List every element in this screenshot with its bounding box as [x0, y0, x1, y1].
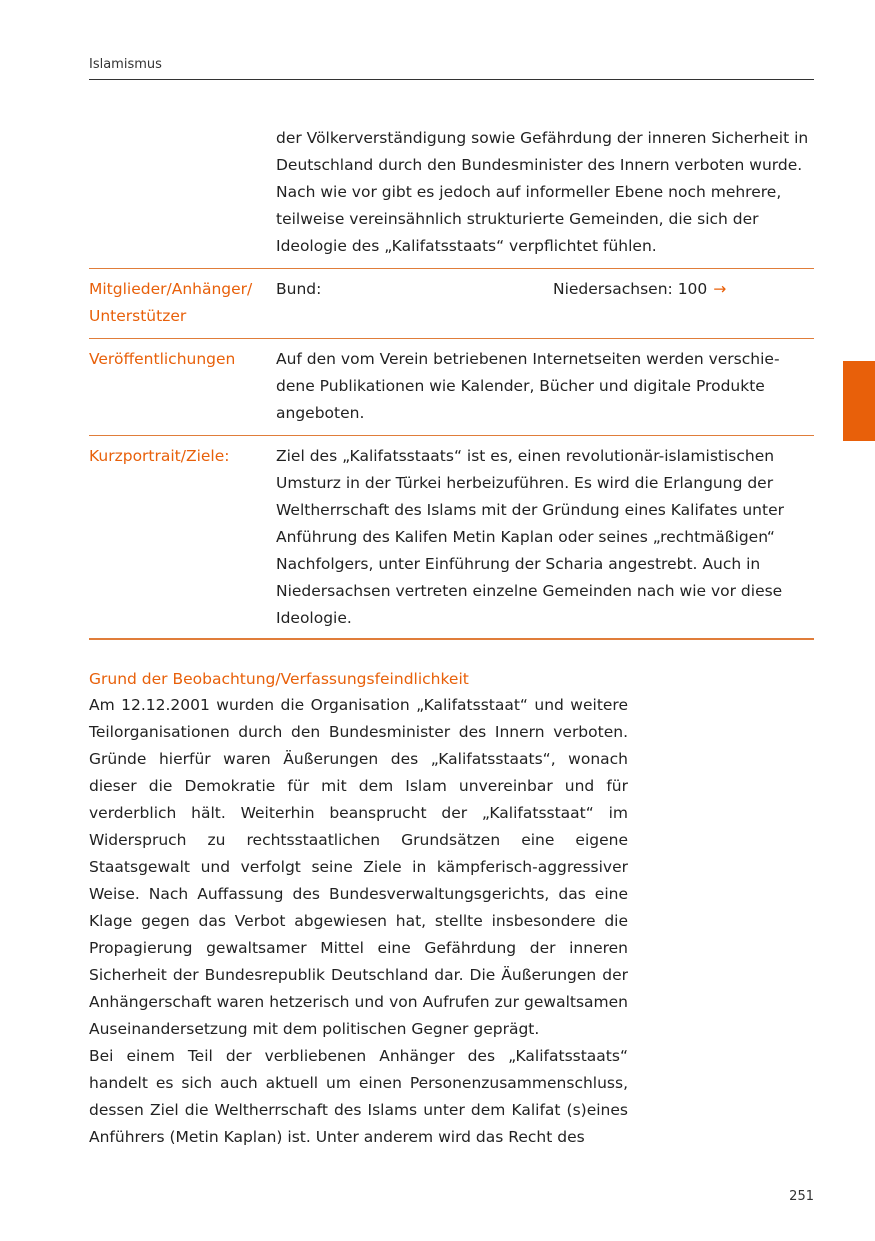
table-row-publications: [89, 339, 814, 436]
row-label-publications: Veröffentlichungen: [89, 350, 236, 368]
row-label-members: [89, 276, 276, 330]
row-label-empty: [89, 125, 276, 260]
arrow-right-icon: →: [713, 280, 727, 298]
header-rule: [89, 79, 814, 80]
running-head: Islamismus: [89, 57, 162, 72]
text-line: Niedersachsen vertreten einzelne Gemeinden nach wie vor diese: [276, 582, 783, 600]
text-line: dene Publikationen wie Kalender, Bücher und digitale Produkte: [276, 377, 765, 395]
section-paragraph: Am 12.12.2001 wurden die Organisation „Kalifatsstaat“ und weitere Teilorganisationen durch den Bundesminister des Innern verboten. Gründe hierfür waren Äußerungen des „Kalifatsstaats“, wonach dieser die Demokratie für mit dem Islam unvereinbar und für verderblich hält. Weiterhin beansprucht der „Kalifatsstaat“ im Widerspruch zu rechtsstaatlichen Grundsätzen eine eigene Staatsgewalt und verfolgt seine Ziele in kämpferisch-aggressiver Weise. Nach Auffassung des Bundesverwaltungsgerichts, das eine Klage gegen das Verbot abgewiesen hat, stellte insbesondere die Propagierung gewaltsamer Mittel eine Gefährdung der inneren Sicherheit der Bundesrepublik Deutschland dar. Die Äußerungen der Anhängerschaft waren hetzerisch und von Aufrufen zur gewaltsamen Auseinandersetzung mit dem politischen Gegner geprägt.: [89, 696, 628, 1038]
members-niedersachsen-count: Niedersachsen: 100: [553, 280, 708, 298]
continuation-text: [276, 125, 814, 260]
info-table: [89, 125, 814, 640]
text-line: Weltherrschaft des Islams mit der Gründung eines Kalifates unter: [276, 501, 784, 519]
text-line: Deutschland durch den Bundesminister des Innern verboten wurde.: [276, 156, 803, 174]
chapter-side-tab: [843, 361, 875, 441]
publications-text: [276, 346, 814, 427]
members-bund: Bund:: [276, 280, 322, 298]
text-line: Nachfolgers, unter Einführung der Scharia angestrebt. Auch in: [276, 555, 761, 573]
section-heading: Grund der Beobachtung/Verfassungsfeindlichkeit: [89, 670, 469, 688]
row-label-portrait: Kurzportrait/Ziele:: [89, 447, 230, 465]
text-line: Anführung des Kalifen Metin Kaplan oder seines „rechtmäßigen“: [276, 528, 775, 546]
text-line: der Völkerverständigung sowie Gefährdung der inneren Sicherheit in: [276, 129, 809, 147]
observation-section: [89, 666, 628, 1151]
text-line: Nach wie vor gibt es jedoch auf informeller Ebene noch mehrere,: [276, 183, 782, 201]
page-number: 251: [789, 1189, 814, 1204]
text-line: angeboten.: [276, 404, 365, 422]
table-row-members: [89, 269, 814, 339]
table-row-portrait: [89, 436, 814, 640]
text-line: Auf den vom Verein betriebenen Internetseiten werden verschie-: [276, 350, 780, 368]
text-line: Ideologie des „Kalifatsstaats“ verpflichtet fühlen.: [276, 237, 657, 255]
label-line: Unterstützer: [89, 307, 187, 325]
members-content: [276, 276, 814, 330]
members-niedersachsen: [553, 276, 726, 330]
section-paragraph: Bei einem Teil der verbliebenen Anhänger des „Kalifatsstaats“ handelt es sich auch aktuell um einen Personenzusammenschluss, dessen Ziel die Weltherrschaft des Islams unter dem Kalifat (s)eines Anführers (Metin Kaplan) ist. Unter anderem wird das Recht des: [89, 1047, 628, 1146]
text-line: teilweise vereinsähnlich strukturierte Gemeinden, die sich der: [276, 210, 759, 228]
text-line: Ideologie.: [276, 609, 352, 627]
portrait-text: [276, 443, 814, 632]
table-row-continuation: [89, 125, 814, 269]
label-line: Mitglieder/Anhänger/: [89, 280, 253, 298]
text-line: Ziel des „Kalifatsstaats“ ist es, einen revolutionär-islamistischen: [276, 447, 775, 465]
text-line: Umsturz in der Türkei herbeizuführen. Es wird die Erlangung der: [276, 474, 774, 492]
